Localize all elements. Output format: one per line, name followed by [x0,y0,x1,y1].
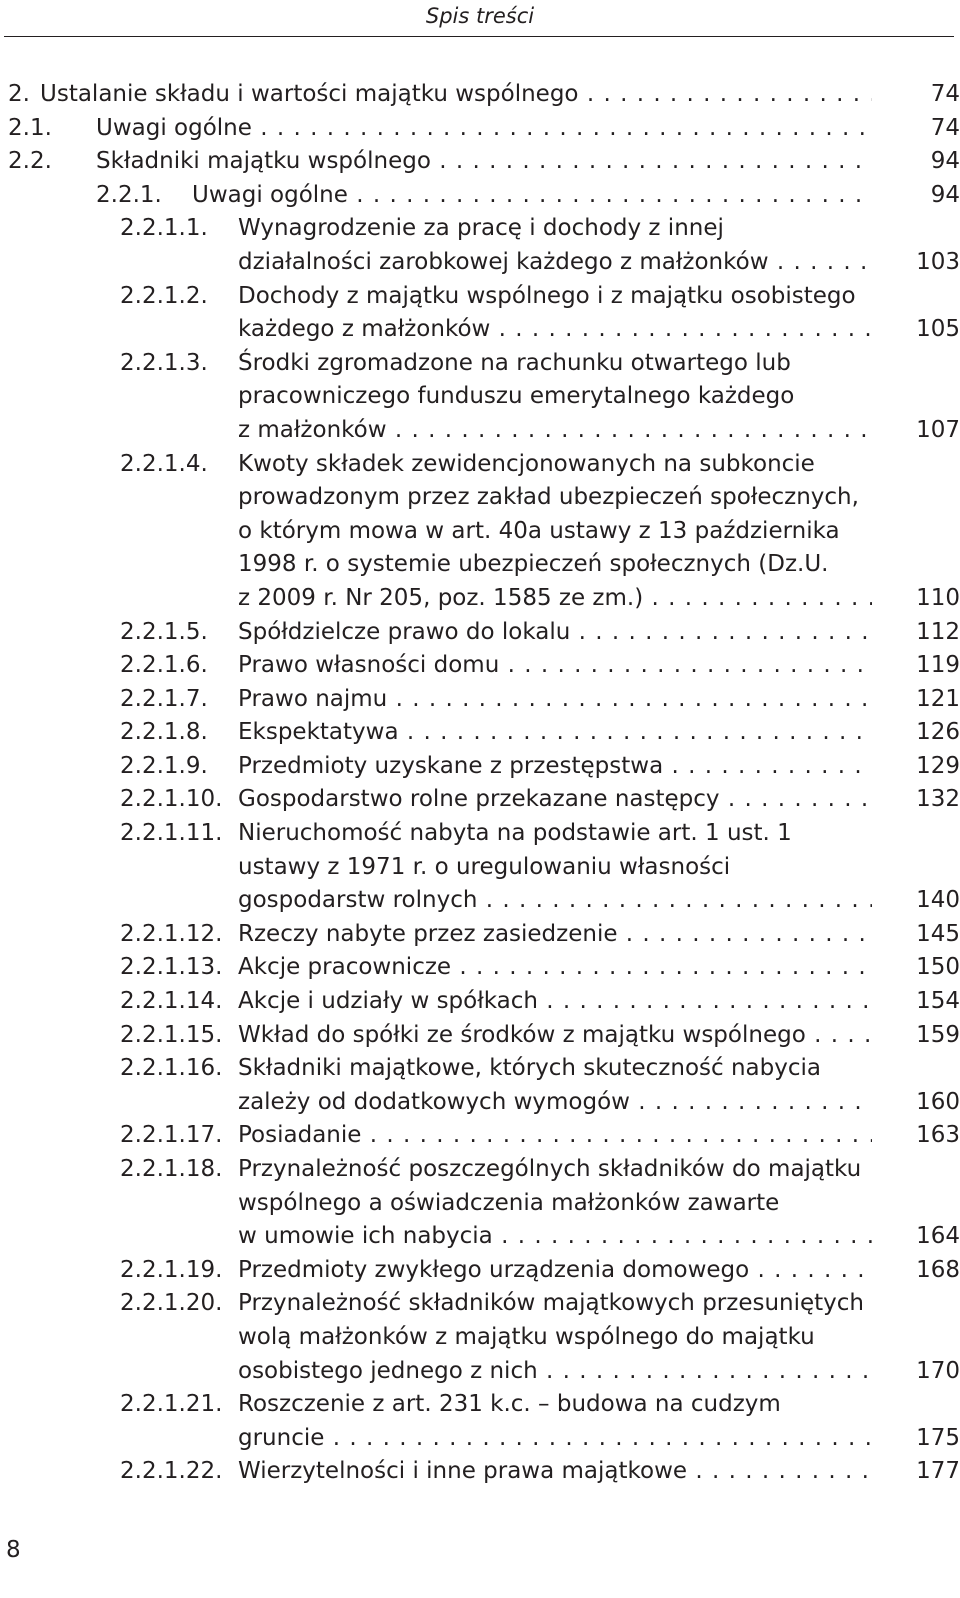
toc-entry [0,280,960,347]
toc-entry-title-last-line: Ekspektatywa . . . [238,716,872,750]
toc-entry [0,649,960,683]
toc-entry-body [238,616,960,650]
toc-entry [0,1019,960,1053]
toc-entry [0,716,960,750]
toc-entry-number: 2.2.1.10. [120,786,223,813]
toc-entry-body [192,179,960,213]
toc-entry-body [238,212,960,279]
toc-entry-title-last-line: każdego z małżonków . . . [238,313,872,347]
toc-entry-title-last-line: Rzeczy nabyte przez zasiedzenie . . . [238,918,872,952]
toc-entry-page: 121 [872,683,960,717]
toc-entry-title-last-line: z 2009 r. Nr 205, poz. 1585 ze zm.) . . . [238,582,872,616]
toc-entry-number: 2.2.1.16. [120,1055,223,1082]
toc-entry-title-last-line: Przedmioty uzyskane z przestępstwa . . . [238,750,872,784]
toc-entry [0,817,960,918]
toc-entry-body [238,280,960,347]
toc-entry-number: 2.2.1.20. [120,1290,223,1317]
toc-entry-number: 2.2. [8,148,52,175]
toc-entry [0,212,960,279]
toc-entry-body [238,783,960,817]
toc-entry-number: 2.2.1.2. [120,282,208,309]
toc-entry-number: 2.2.1.7. [120,685,208,712]
toc-entry-body [96,145,960,179]
toc-entry-body [40,78,960,112]
toc-entry [0,1287,960,1388]
toc-entry [0,1254,960,1288]
toc-entry-number: 2. [8,81,30,107]
toc-entry-body [238,1052,960,1119]
toc-entry-title-line: o którym mowa w art. 40a ustawy z 13 października [238,517,840,544]
toc-entry-page: 160 [872,1086,960,1120]
toc-entry-body [238,347,960,448]
toc-entry-body [238,649,960,683]
toc-entry-page: 175 [872,1422,960,1456]
toc-entry-number: 2.2.1.11. [120,820,223,847]
toc-entry-page: 150 [872,951,960,985]
toc-entry-number: 2.2.1.8. [120,719,208,746]
toc-entry [0,145,960,179]
toc-entry-title-last-line: gruncie . . . [238,1422,872,1456]
toc-entry [0,951,960,985]
toc-entry-number: 2.2.1.21. [120,1391,223,1418]
toc-entry-body [238,1254,960,1288]
toc-entry-title-line: ustawy z 1971 r. o uregulowaniu własności [238,853,731,880]
toc-entry-page: 119 [872,649,960,683]
toc-entry-number: 2.2.1.15. [120,1021,223,1048]
toc-entry-body [238,750,960,784]
toc-entry-body [238,716,960,750]
toc-entry-page: 94 [872,145,960,179]
toc-entry-page: 140 [872,884,960,918]
toc-entry-number: 2.2.1.12. [120,920,223,947]
toc-entry-title-last-line: Akcje i udziały w spółkach . . . [238,985,872,1019]
toc-entry-body [238,817,960,918]
toc-entry-number: 2.2.1.3. [120,349,208,376]
toc-entry-page: 74 [872,78,960,112]
toc-entry-page: 74 [872,112,960,146]
toc-entry-title-line: wspólnego a oświadczenia małżonków zawarte [238,1189,780,1216]
toc-entry-body [96,112,960,146]
toc-entry-title-line: pracowniczego funduszu emerytalnego każdego [238,383,795,410]
toc-entry-title-line: 1998 r. o systemie ubezpieczeń społecznych (Dz.U. [238,551,829,578]
toc-entry-title-last-line: Uwagi ogólne . . . [96,112,872,146]
toc-entry-title-last-line: Gospodarstwo rolne przekazane następcy . . . [238,783,872,817]
toc-entry [0,1455,960,1489]
toc-entry [0,179,960,213]
toc-entry-body [238,918,960,952]
toc-entry-number: 2.2.1.1. [120,215,208,242]
toc-entry-number: 2.2.1.19. [120,1256,223,1283]
toc-entry-page: 154 [872,985,960,1019]
toc-entry-number: 2.2.1.22. [120,1458,223,1485]
toc-entry-page: 132 [872,783,960,817]
toc-entry-page: 129 [872,750,960,784]
toc-entry-page: 105 [872,313,960,347]
toc-entry [0,1388,960,1455]
toc-entry [0,112,960,146]
toc-entry-title-line: Kwoty składek zewidencjonowanych na subkoncie [238,450,815,477]
toc-entry-title-last-line: Prawo własności domu . . . [238,649,872,683]
toc-entry-title-last-line: Wierzytelności i inne prawa majątkowe . . . [238,1455,872,1489]
toc-entry-body [238,1455,960,1489]
toc-entry-title-line: Składniki majątkowe, których skuteczność nabycia [238,1055,821,1082]
toc-entry-title-last-line: Spółdzielcze prawo do lokalu . . . [238,616,872,650]
toc-entry-title-line: Przynależność składników majątkowych przesuniętych [238,1290,865,1317]
toc-entry-title-line: prowadzonym przez zakład ubezpieczeń społecznych, [238,484,859,511]
toc-entry-page: 163 [872,1119,960,1153]
toc-entry-title-last-line: Ustalanie składu i wartości majątku wspólnego . . . [40,78,872,112]
toc-entry [0,448,960,616]
toc-entry-number: 2.1. [8,114,52,141]
toc-entry-page: 170 [872,1355,960,1389]
toc-entry-title-last-line: Uwagi ogólne . . . [192,179,872,213]
toc-entry-title-line: Nieruchomość nabyta na podstawie art. 1 ust. 1 [238,820,792,847]
toc-entry-page: 110 [872,582,960,616]
toc-entry [0,918,960,952]
table-of-contents [0,78,960,1489]
toc-entry-page: 177 [872,1455,960,1489]
toc-entry-title-last-line: Składniki majątku wspólnego . . . [96,145,872,179]
toc-entry-title-last-line: Przedmioty zwykłego urządzenia domowego . . . [238,1254,872,1288]
header-rule [4,36,954,37]
toc-entry-number: 2.2.1.13. [120,954,223,981]
page-number: 8 [6,1537,21,1563]
toc-entry [0,783,960,817]
toc-entry [0,750,960,784]
toc-entry [0,985,960,1019]
toc-entry-page: 126 [872,716,960,750]
toc-entry-body [238,1119,960,1153]
toc-entry-title-last-line: zależy od dodatkowych wymogów . . . [238,1086,872,1120]
toc-entry-number: 2.2.1.14. [120,988,223,1015]
toc-entry [0,616,960,650]
toc-entry-title-last-line: Posiadanie . . . [238,1119,872,1153]
toc-entry-title-line: wolą małżonków z majątku wspólnego do majątku [238,1323,815,1350]
toc-entry-body [238,448,960,616]
toc-entry [0,1153,960,1254]
toc-entry-body [238,1019,960,1053]
toc-entry-number: 2.2.1.18. [120,1156,223,1182]
toc-entry-page: 164 [872,1220,960,1254]
toc-entry [0,1119,960,1153]
toc-entry [0,683,960,717]
toc-entry-title-line: Przynależność poszczególnych składników do majątku [238,1156,862,1182]
toc-entry-title-last-line: działalności zarobkowej każdego z małżonków . . . [238,246,872,280]
toc-entry-title-line: Dochody z majątku wspólnego i z majątku osobistego [238,282,856,309]
toc-entry-number: 2.2.1.4. [120,450,208,477]
toc-entry-page: 159 [872,1019,960,1053]
toc-entry-title-last-line: z małżonków . . . [238,414,872,448]
running-head: Spis treści [425,4,535,28]
toc-entry-number: 2.2.1.9. [120,752,208,779]
toc-entry-body [238,1388,960,1455]
toc-entry [0,78,960,112]
toc-entry-title-last-line: osobistego jednego z nich . . . [238,1355,872,1389]
toc-entry-page: 145 [872,918,960,952]
toc-entry-body [238,1153,960,1254]
toc-entry-page: 112 [872,616,960,650]
toc-entry-body [238,951,960,985]
toc-entry-title-line: Roszczenie z art. 231 k.c. – budowa na cudzym [238,1391,781,1418]
toc-entry [0,347,960,448]
toc-entry-title-last-line: Akcje pracownicze . . . [238,951,872,985]
toc-entry-page: 168 [872,1254,960,1288]
toc-entry-page: 107 [872,414,960,448]
toc-entry-number: 2.2.1.6. [120,652,208,679]
toc-entry-page: 103 [872,246,960,280]
toc-entry-body [238,985,960,1019]
toc-entry-title-last-line: w umowie ich nabycia . . . [238,1220,872,1254]
toc-entry-number: 2.2.1.5. [120,618,208,645]
toc-entry-page: 94 [872,179,960,213]
toc-entry-number: 2.2.1.17. [120,1122,223,1149]
toc-entry-title-last-line: Wkład do spółki ze środków z majątku wspólnego . . . [238,1019,872,1053]
toc-entry-title-last-line: gospodarstw rolnych . . . [238,884,872,918]
toc-entry-title-line: Wynagrodzenie za pracę i dochody z innej [238,215,724,242]
toc-entry [0,1052,960,1119]
toc-entry-title-line: Środki zgromadzone na rachunku otwartego lub [238,349,791,376]
toc-entry-body [238,1287,960,1388]
toc-entry-body [238,683,960,717]
toc-entry-title-last-line: Prawo najmu . . . [238,683,872,717]
toc-entry-number: 2.2.1. [96,181,162,208]
